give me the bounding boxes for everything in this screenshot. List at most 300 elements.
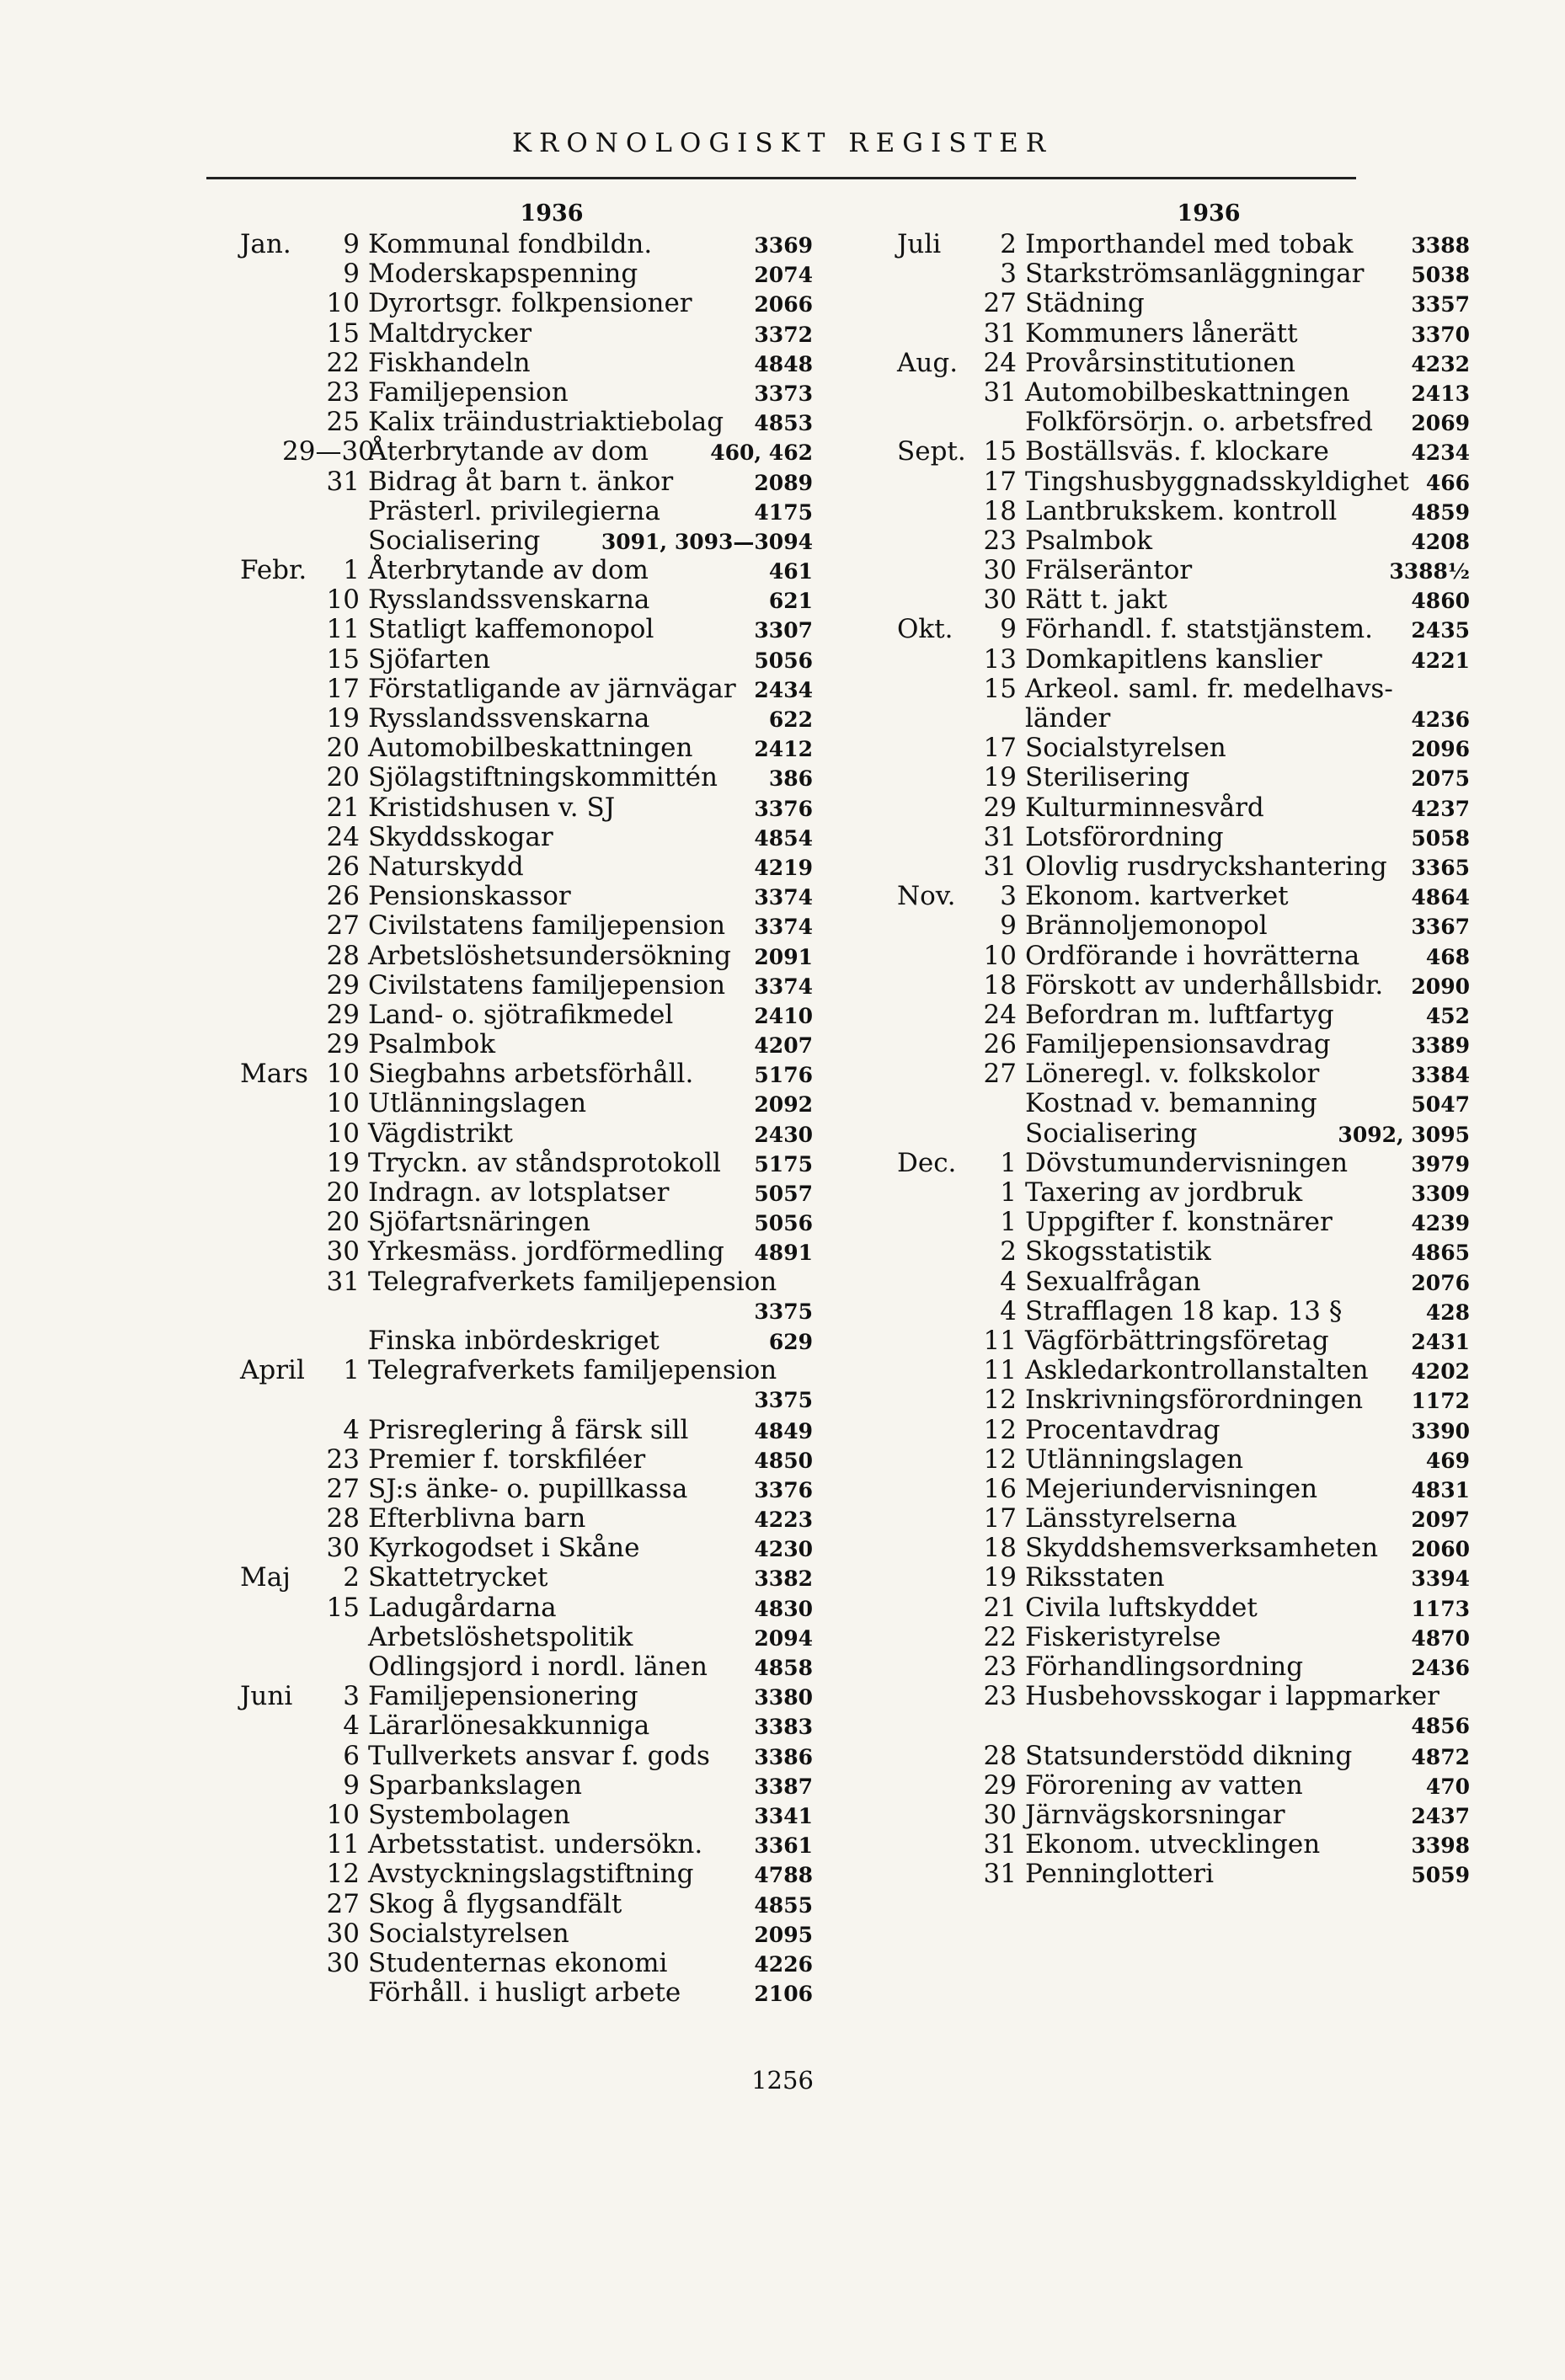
entry-title: Psalmbok <box>368 1029 496 1060</box>
entry-reference: 4860 <box>1411 589 1470 614</box>
entry-day: 3 <box>1000 259 1017 290</box>
entry-reference: 468 <box>1425 944 1470 969</box>
entry-title: Importhandel med tobak <box>1025 229 1354 259</box>
register-entry <box>897 1385 1470 1415</box>
register-entry <box>897 378 1470 408</box>
entry-reference: 2090 <box>1411 974 1470 999</box>
entry-month: Juni <box>240 1681 293 1712</box>
entry-reference: 4788 <box>754 1863 813 1888</box>
register-entry <box>897 1030 1470 1059</box>
entry-title: Kommuners lånerätt <box>1025 318 1298 349</box>
entry-reference: 4234 <box>1411 440 1470 466</box>
register-entry <box>240 645 813 675</box>
entry-title: Socialstyrelsen <box>368 1918 569 1949</box>
entry-title: Ladugårdarna <box>368 1592 557 1623</box>
entry-title: Sexualfrågan <box>1025 1266 1201 1297</box>
register-entry <box>240 1978 813 2008</box>
register-entry <box>240 1890 813 1919</box>
page-title: KRONOLOGISKT REGISTER <box>511 128 1054 158</box>
entry-day: 28 <box>326 940 360 971</box>
register-entry <box>897 1237 1470 1267</box>
register-entry <box>897 408 1470 437</box>
entry-title: Skogsstatistik <box>1025 1236 1211 1267</box>
register-entry <box>897 823 1470 852</box>
register-entry <box>897 230 1470 259</box>
entry-reference: 4230 <box>754 1537 813 1562</box>
entry-reference: 3374 <box>754 915 813 940</box>
entry-reference: 4237 <box>1411 796 1470 821</box>
entry-day: 29—30 <box>282 436 375 467</box>
entry-title: Socialisering <box>1025 1118 1198 1149</box>
register-entry <box>240 319 813 349</box>
entry-day: 19 <box>983 1562 1017 1593</box>
entry-reference: 3388½ <box>1389 559 1470 584</box>
entry-day: 1 <box>1000 1207 1017 1238</box>
entry-day: 23 <box>983 1681 1017 1712</box>
register-entry <box>897 1742 1470 1771</box>
entry-reference: 2095 <box>754 1922 813 1947</box>
entry-title: Dyrortsgr. folkpensioner <box>368 288 692 319</box>
entry-day: 1 <box>343 1355 360 1386</box>
register-entry <box>240 1860 813 1889</box>
entry-title: Arkeol. saml. fr. medelhavs- <box>1025 673 1393 704</box>
entry-day: 15 <box>326 643 360 675</box>
entry-day: 30 <box>326 1947 360 1978</box>
register-entry <box>240 1593 813 1623</box>
entry-reference: 2431 <box>1411 1329 1470 1354</box>
entry-reference: 3365 <box>1411 855 1470 880</box>
register-entry <box>897 942 1470 971</box>
register-entry <box>897 1682 1470 1711</box>
entry-day: 6 <box>343 1740 360 1771</box>
entry-reference: 2430 <box>754 1122 813 1147</box>
entry-title: Sjöfarten <box>368 643 491 675</box>
entry-title: Starkströmsanläggningar <box>1025 259 1365 290</box>
entry-day: 9 <box>1000 614 1017 645</box>
entry-title: länder <box>1025 703 1111 734</box>
entry-title: Civilstatens familjepension <box>368 910 726 942</box>
register-entry <box>897 526 1470 556</box>
entry-title: Riksstaten <box>1025 1562 1165 1593</box>
entry-day: 29 <box>983 1769 1017 1801</box>
left-entry-list <box>240 230 813 2008</box>
entry-title: Moderskapspenning <box>368 259 638 290</box>
register-entry <box>897 1475 1470 1504</box>
register-entry <box>240 1742 813 1771</box>
entry-day: 24 <box>983 999 1017 1030</box>
entry-day: 12 <box>983 1385 1017 1416</box>
register-entry <box>240 734 813 763</box>
entry-title: Kyrkogodset i Skåne <box>368 1533 640 1564</box>
entry-title: Automobilbeskattningen <box>368 733 693 764</box>
entry-title: Tryckn. av ståndsprotokoll <box>368 1147 721 1178</box>
register-entry <box>897 971 1470 1001</box>
entry-day: 28 <box>983 1740 1017 1771</box>
entry-day: 9 <box>343 1769 360 1801</box>
register-entry <box>240 1149 813 1178</box>
entry-reference: 3380 <box>754 1685 813 1710</box>
entry-title: Statligt kaffemonopol <box>368 614 654 645</box>
register-entry <box>897 1445 1470 1475</box>
entry-reference: 2410 <box>754 1003 813 1028</box>
register-entry <box>897 1830 1470 1860</box>
entry-day: 31 <box>983 821 1017 852</box>
entry-title: Studenternas ekonomi <box>368 1947 668 1978</box>
register-entry <box>240 823 813 852</box>
entry-day: 18 <box>983 1533 1017 1564</box>
entry-reference: 4891 <box>754 1241 813 1266</box>
register-entry <box>897 349 1470 378</box>
register-entry <box>240 1326 813 1356</box>
entry-reference: 4175 <box>754 499 813 525</box>
entry-title: Civila luftskyddet <box>1025 1592 1258 1623</box>
entry-reference: 4855 <box>754 1892 813 1918</box>
register-entry <box>240 1445 813 1475</box>
entry-day: 29 <box>326 1029 360 1060</box>
entry-day: 4 <box>1000 1266 1017 1297</box>
entry-reference: 3370 <box>1411 322 1470 347</box>
entry-reference: 3383 <box>754 1715 813 1740</box>
entry-reference: 4849 <box>754 1418 813 1443</box>
entry-title: Telegrafverkets familjepension <box>368 1266 777 1297</box>
entry-day: 11 <box>983 1355 1017 1386</box>
register-entry <box>897 1771 1470 1801</box>
register-entry <box>240 1119 813 1149</box>
entry-title: Kristidshusen v. SJ <box>368 792 616 823</box>
entry-day: 15 <box>326 318 360 349</box>
entry-title: Socialstyrelsen <box>1025 733 1226 764</box>
entry-reference: 3372 <box>754 322 813 347</box>
entry-reference: 3398 <box>1411 1833 1470 1859</box>
entry-day: 11 <box>326 1829 360 1860</box>
entry-title: Lotsförordning <box>1025 821 1224 852</box>
entry-reference: 4848 <box>754 351 813 376</box>
entry-day: 31 <box>326 1266 360 1297</box>
entry-month: Dec. <box>897 1147 957 1178</box>
entry-reference: 5057 <box>754 1182 813 1206</box>
entry-day: 10 <box>326 584 360 616</box>
entry-day: 9 <box>343 229 360 259</box>
entry-day: 12 <box>983 1414 1017 1445</box>
register-entry <box>240 675 813 704</box>
entry-day: 23 <box>983 1652 1017 1682</box>
entry-day: 24 <box>983 347 1017 378</box>
entry-reference: 2074 <box>754 263 813 288</box>
entry-day: 18 <box>983 969 1017 1001</box>
entry-title: Odlingsjord i nordl. länen <box>368 1652 708 1682</box>
entry-day: 2 <box>1000 229 1017 259</box>
entry-day: 4 <box>1000 1295 1017 1326</box>
entry-day: 27 <box>983 1059 1017 1090</box>
register-entry <box>240 349 813 378</box>
entry-day: 1 <box>1000 1177 1017 1208</box>
register-entry <box>240 408 813 437</box>
entry-title: Förorening av vatten <box>1025 1769 1303 1801</box>
entry-title: Boställsväs. f. klockare <box>1025 436 1329 467</box>
entry-reference: 3367 <box>1411 915 1470 940</box>
register-entry <box>897 615 1470 644</box>
register-entry <box>240 467 813 497</box>
register-entry <box>240 1801 813 1830</box>
register-entry <box>240 1030 813 1059</box>
entry-title: Fiskeristyrelse <box>1025 1621 1221 1652</box>
register-entry <box>240 1356 813 1385</box>
entry-day: 22 <box>983 1621 1017 1652</box>
entry-day: 16 <box>983 1473 1017 1504</box>
register-entry <box>897 704 1470 734</box>
entry-title: Socialisering <box>368 525 541 556</box>
entry-day: 19 <box>983 762 1017 793</box>
entry-month: Jan. <box>240 229 291 259</box>
register-entry <box>897 585 1470 615</box>
register-entry <box>897 1860 1470 1889</box>
entry-title: Civilstatens familjepension <box>368 969 726 1001</box>
entry-title: Skyddshemsverksamheten <box>1025 1533 1379 1564</box>
entry-day: 1 <box>343 555 360 586</box>
register-entry <box>897 882 1470 911</box>
register-entry <box>240 1385 813 1415</box>
entry-reference: 3092, 3095 <box>1338 1122 1470 1147</box>
register-entry <box>897 1652 1470 1682</box>
entry-reference: 3374 <box>754 885 813 910</box>
entry-title: Uppgifter f. konstnärer <box>1025 1207 1333 1238</box>
entry-reference: 629 <box>768 1329 813 1354</box>
entry-title: Frälseräntor <box>1025 555 1193 586</box>
register-entry <box>897 1416 1470 1445</box>
register-entry <box>897 1504 1470 1534</box>
register-entry <box>897 1563 1470 1593</box>
entry-title: Skattetrycket <box>368 1562 548 1593</box>
entry-title: Prisreglering å färsk sill <box>368 1414 689 1445</box>
entry-title: Lärarlönesakkunniga <box>368 1710 650 1742</box>
entry-title: Yrkesmäss. jordförmedling <box>368 1236 724 1267</box>
register-entry <box>240 1237 813 1267</box>
entry-reference: 4202 <box>1411 1359 1470 1385</box>
entry-title: Penninglotteri <box>1025 1859 1215 1890</box>
entry-title: Familjepensionsavdrag <box>1025 1029 1331 1060</box>
register-entry <box>240 378 813 408</box>
entry-title: Folkförsörjn. o. arbetsfred <box>1025 407 1373 438</box>
entry-title: Sparbankslagen <box>368 1769 582 1801</box>
entry-title: Arbetslöshetspolitik <box>368 1621 633 1652</box>
entry-title: Förhåll. i husligt arbete <box>368 1977 681 2009</box>
entry-title: Dövstumundervisningen <box>1025 1147 1349 1178</box>
entry-title: SJ:s änke- o. pupillkassa <box>368 1473 688 1504</box>
entry-title: Systembolagen <box>368 1799 570 1830</box>
register-entry <box>240 1416 813 1445</box>
entry-day: 31 <box>983 851 1017 882</box>
entry-title: Rätt t. jakt <box>1025 584 1167 616</box>
entry-title: Domkapitlens kanslier <box>1025 643 1322 675</box>
register-entry <box>240 852 813 882</box>
entry-day: 17 <box>326 673 360 704</box>
entry-reference: 4207 <box>754 1033 813 1059</box>
entry-day: 12 <box>983 1443 1017 1475</box>
entry-day: 22 <box>326 347 360 378</box>
register-entry <box>897 556 1470 585</box>
register-entry <box>897 319 1470 349</box>
entry-day: 2 <box>1000 1236 1017 1267</box>
entry-title: Kalix träindustriaktiebolag <box>368 407 724 438</box>
page-number: 1256 <box>751 2066 814 2095</box>
entry-title: Sjöfartsnäringen <box>368 1207 590 1238</box>
entry-title: Arbetsstatist. undersökn. <box>368 1829 703 1860</box>
register-entry <box>240 497 813 526</box>
register-entry <box>240 1267 813 1297</box>
entry-reference: 386 <box>768 766 813 792</box>
entry-reference: 4856 <box>1411 1714 1470 1739</box>
entry-reference: 3384 <box>1411 1063 1470 1088</box>
entry-reference: 3309 <box>1411 1182 1470 1206</box>
entry-month: Sept. <box>897 436 966 467</box>
entry-day: 27 <box>326 910 360 942</box>
entry-day: 27 <box>326 1473 360 1504</box>
entry-day: 10 <box>326 1118 360 1149</box>
entry-reference: 3375 <box>754 1388 813 1413</box>
entry-day: 20 <box>326 762 360 793</box>
register-entry <box>240 1178 813 1208</box>
entry-reference: 4854 <box>754 825 813 851</box>
entry-title: Ekonom. kartverket <box>1025 881 1289 912</box>
entry-title: Skog å flygsandfält <box>368 1888 622 1919</box>
entry-title: Vägförbättringsföretag <box>1025 1325 1329 1356</box>
entry-reference: 3388 <box>1411 233 1470 258</box>
entry-title: Avstyckningslagstiftning <box>368 1859 694 1890</box>
entry-day: 21 <box>326 792 360 823</box>
header-rule <box>206 177 1356 179</box>
entry-month: Nov. <box>897 881 956 912</box>
entry-reference: 2435 <box>1411 618 1470 643</box>
entry-day: 31 <box>983 376 1017 408</box>
entry-title: Indragn. av lotsplatser <box>368 1177 670 1208</box>
register-entry <box>897 1356 1470 1385</box>
register-entry <box>240 1297 813 1326</box>
entry-title: Inskrivningsförordningen <box>1025 1385 1364 1416</box>
entry-title: Arbetslöshetsundersökning <box>368 940 731 971</box>
entry-day: 18 <box>983 495 1017 526</box>
entry-title: Finska inbördeskriget <box>368 1325 660 1356</box>
entry-title: Siegbahns arbetsförhåll. <box>368 1059 694 1090</box>
entry-day: 19 <box>326 1147 360 1178</box>
right-year-heading: 1936 <box>1177 200 1241 227</box>
entry-reference: 4865 <box>1411 1241 1470 1266</box>
entry-day: 29 <box>326 999 360 1030</box>
entry-day: 9 <box>1000 910 1017 942</box>
entry-day: 24 <box>326 821 360 852</box>
entry-reference: 461 <box>768 559 813 584</box>
register-entry <box>240 556 813 585</box>
entry-reference: 4239 <box>1411 1211 1470 1236</box>
entry-day: 23 <box>326 376 360 408</box>
entry-day: 31 <box>326 466 360 497</box>
register-entry <box>240 1089 813 1118</box>
register-entry <box>240 704 813 734</box>
entry-day: 27 <box>983 288 1017 319</box>
register-entry <box>897 1297 1470 1326</box>
entry-day: 21 <box>983 1592 1017 1623</box>
entry-month: Okt. <box>897 614 953 645</box>
register-entry <box>240 1919 813 1949</box>
entry-title: Pensionskassor <box>368 881 571 912</box>
entry-title: Askledarkontrollanstalten <box>1025 1355 1369 1386</box>
entry-reference: 4859 <box>1411 499 1470 525</box>
register-entry <box>240 911 813 941</box>
register-entry <box>240 1711 813 1741</box>
entry-reference: 3373 <box>754 381 813 406</box>
entry-title: Fiskhandeln <box>368 347 531 378</box>
entry-title: Maltdrycker <box>368 318 532 349</box>
register-entry <box>897 1623 1470 1652</box>
entry-day: 31 <box>983 1829 1017 1860</box>
register-entry <box>897 1267 1470 1297</box>
entry-day: 12 <box>326 1859 360 1890</box>
entry-title: Tingshusbyggnadsskyldighet <box>1025 466 1409 497</box>
entry-reference: 2106 <box>754 1982 813 2007</box>
entry-title: Rysslandssvenskarna <box>368 584 650 616</box>
entry-reference: 2089 <box>754 470 813 495</box>
register-entry <box>897 1208 1470 1237</box>
entry-day: 20 <box>326 1207 360 1238</box>
entry-day: 4 <box>343 1710 360 1742</box>
entry-day: 13 <box>983 643 1017 675</box>
right-entry-list <box>897 230 1470 1890</box>
entry-reference: 3390 <box>1411 1418 1470 1443</box>
entry-day: 10 <box>326 1059 360 1090</box>
entry-title: Utlänningslagen <box>1025 1443 1244 1475</box>
entry-title: Lantbrukskem. kontroll <box>1025 495 1338 526</box>
entry-title: Telegrafverkets familjepension <box>368 1355 777 1386</box>
entry-title: Familjepensionering <box>368 1681 638 1712</box>
entry-day: 19 <box>326 703 360 734</box>
entry-title: Städning <box>1025 288 1145 319</box>
entry-reference: 3341 <box>754 1803 813 1828</box>
entry-day: 2 <box>343 1562 360 1593</box>
entry-title: Land- o. sjötrafikmedel <box>368 999 674 1030</box>
entry-reference: 4830 <box>754 1596 813 1621</box>
entry-day: 31 <box>983 318 1017 349</box>
entry-title: Efterblivna barn <box>368 1503 586 1534</box>
entry-title: Förhandl. f. statstjänstem. <box>1025 614 1373 645</box>
entry-reference: 5056 <box>754 648 813 673</box>
entry-title: Prästerl. privilegierna <box>368 495 660 526</box>
register-entry <box>240 1504 813 1534</box>
register-entry <box>240 1534 813 1563</box>
entry-reference: 4223 <box>754 1508 813 1533</box>
entry-reference: 4208 <box>1411 529 1470 554</box>
entry-title: Löneregl. v. folkskolor <box>1025 1059 1320 1090</box>
right-column <box>897 200 1470 1890</box>
entry-day: 10 <box>983 940 1017 971</box>
entry-reference: 1173 <box>1411 1596 1470 1621</box>
entry-reference: 4858 <box>754 1656 813 1680</box>
entry-month: April <box>240 1355 305 1386</box>
entry-reference: 3386 <box>754 1744 813 1769</box>
entry-day: 29 <box>326 969 360 1001</box>
entry-reference: 2091 <box>754 944 813 969</box>
register-entry <box>240 437 813 467</box>
entry-day: 10 <box>326 288 360 319</box>
entry-reference: 5175 <box>754 1151 813 1177</box>
register-entry <box>897 1149 1470 1178</box>
entry-day: 20 <box>326 1177 360 1208</box>
entry-reference: 4226 <box>754 1951 813 1977</box>
entry-day: 20 <box>326 733 360 764</box>
register-entry <box>240 1208 813 1237</box>
left-column <box>240 200 813 2008</box>
entry-title: Statsunderstödd dikning <box>1025 1740 1353 1771</box>
entry-day: 11 <box>326 614 360 645</box>
entry-title: Kommunal fondbildn. <box>368 229 653 259</box>
